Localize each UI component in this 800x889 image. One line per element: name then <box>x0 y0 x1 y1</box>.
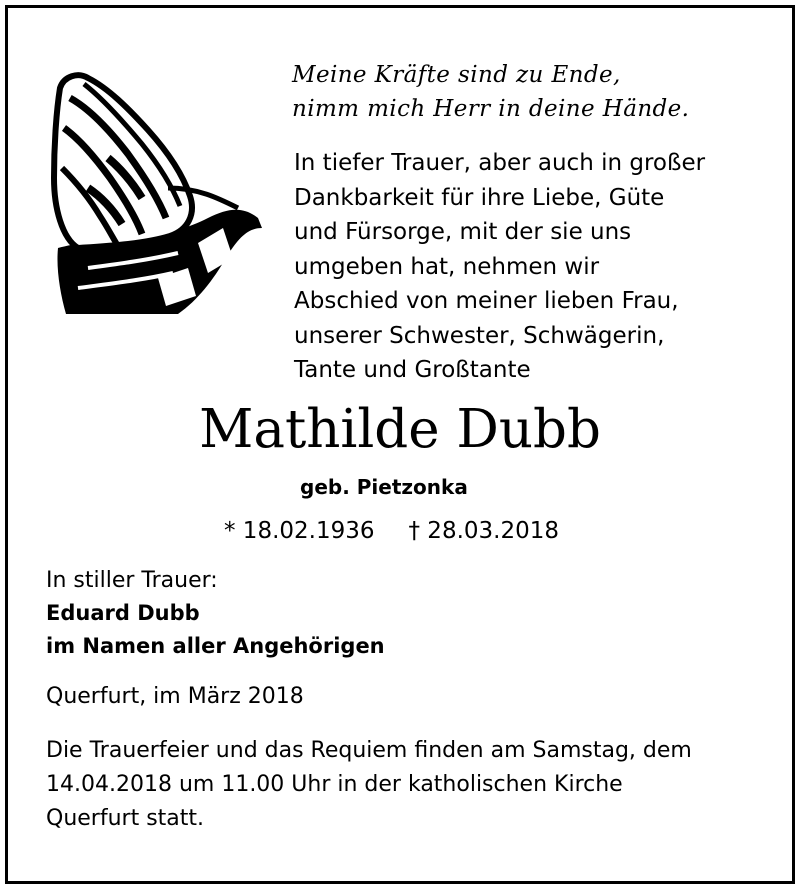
mourners-heading: In stiller Trauer: <box>46 568 218 593</box>
service-line: Querfurt statt. <box>46 806 205 831</box>
verse-line: Meine Kräfte sind zu Ende, <box>292 62 621 88</box>
verse-line: nimm mich Herr in deine Hände. <box>292 96 690 122</box>
place-date: Querfurt, im März 2018 <box>46 684 304 709</box>
intro-line: In tiefer Trauer, aber auch in großer <box>294 150 706 176</box>
service-info <box>46 734 692 836</box>
intro-line: Abschied von meiner lieben Frau, <box>294 288 679 314</box>
verse <box>292 58 772 126</box>
maiden-name: geb. Pietzonka <box>300 475 468 499</box>
birth-date: * 18.02.1936 <box>224 518 375 544</box>
service-line: 14.04.2018 um 11.00 Uhr in der katholischen Kirche <box>46 772 623 797</box>
intro-line: unserer Schwester, Schwägerin, <box>294 322 665 349</box>
intro-text <box>294 146 774 388</box>
intro-line: Tante und Großtante <box>294 357 531 383</box>
death-date: † 28.03.2018 <box>408 518 559 544</box>
life-dates <box>224 514 559 548</box>
intro-line: umgeben hat, nehmen wir <box>294 253 600 280</box>
service-line: Die Trauerfeier und das Requiem finden am Samstag, dem <box>46 738 692 763</box>
intro-line: Dankbarkeit für ihre Liebe, Güte <box>294 184 665 211</box>
praying-hands-icon <box>48 68 264 318</box>
deceased-name: Mathilde Dubb <box>199 399 601 460</box>
intro-line: und Fürsorge, mit der sie uns <box>294 219 632 245</box>
mourner-name: Eduard Dubb <box>46 601 200 625</box>
mourners <box>46 564 385 663</box>
mourner-relatives: im Namen aller Angehörigen <box>46 634 385 658</box>
